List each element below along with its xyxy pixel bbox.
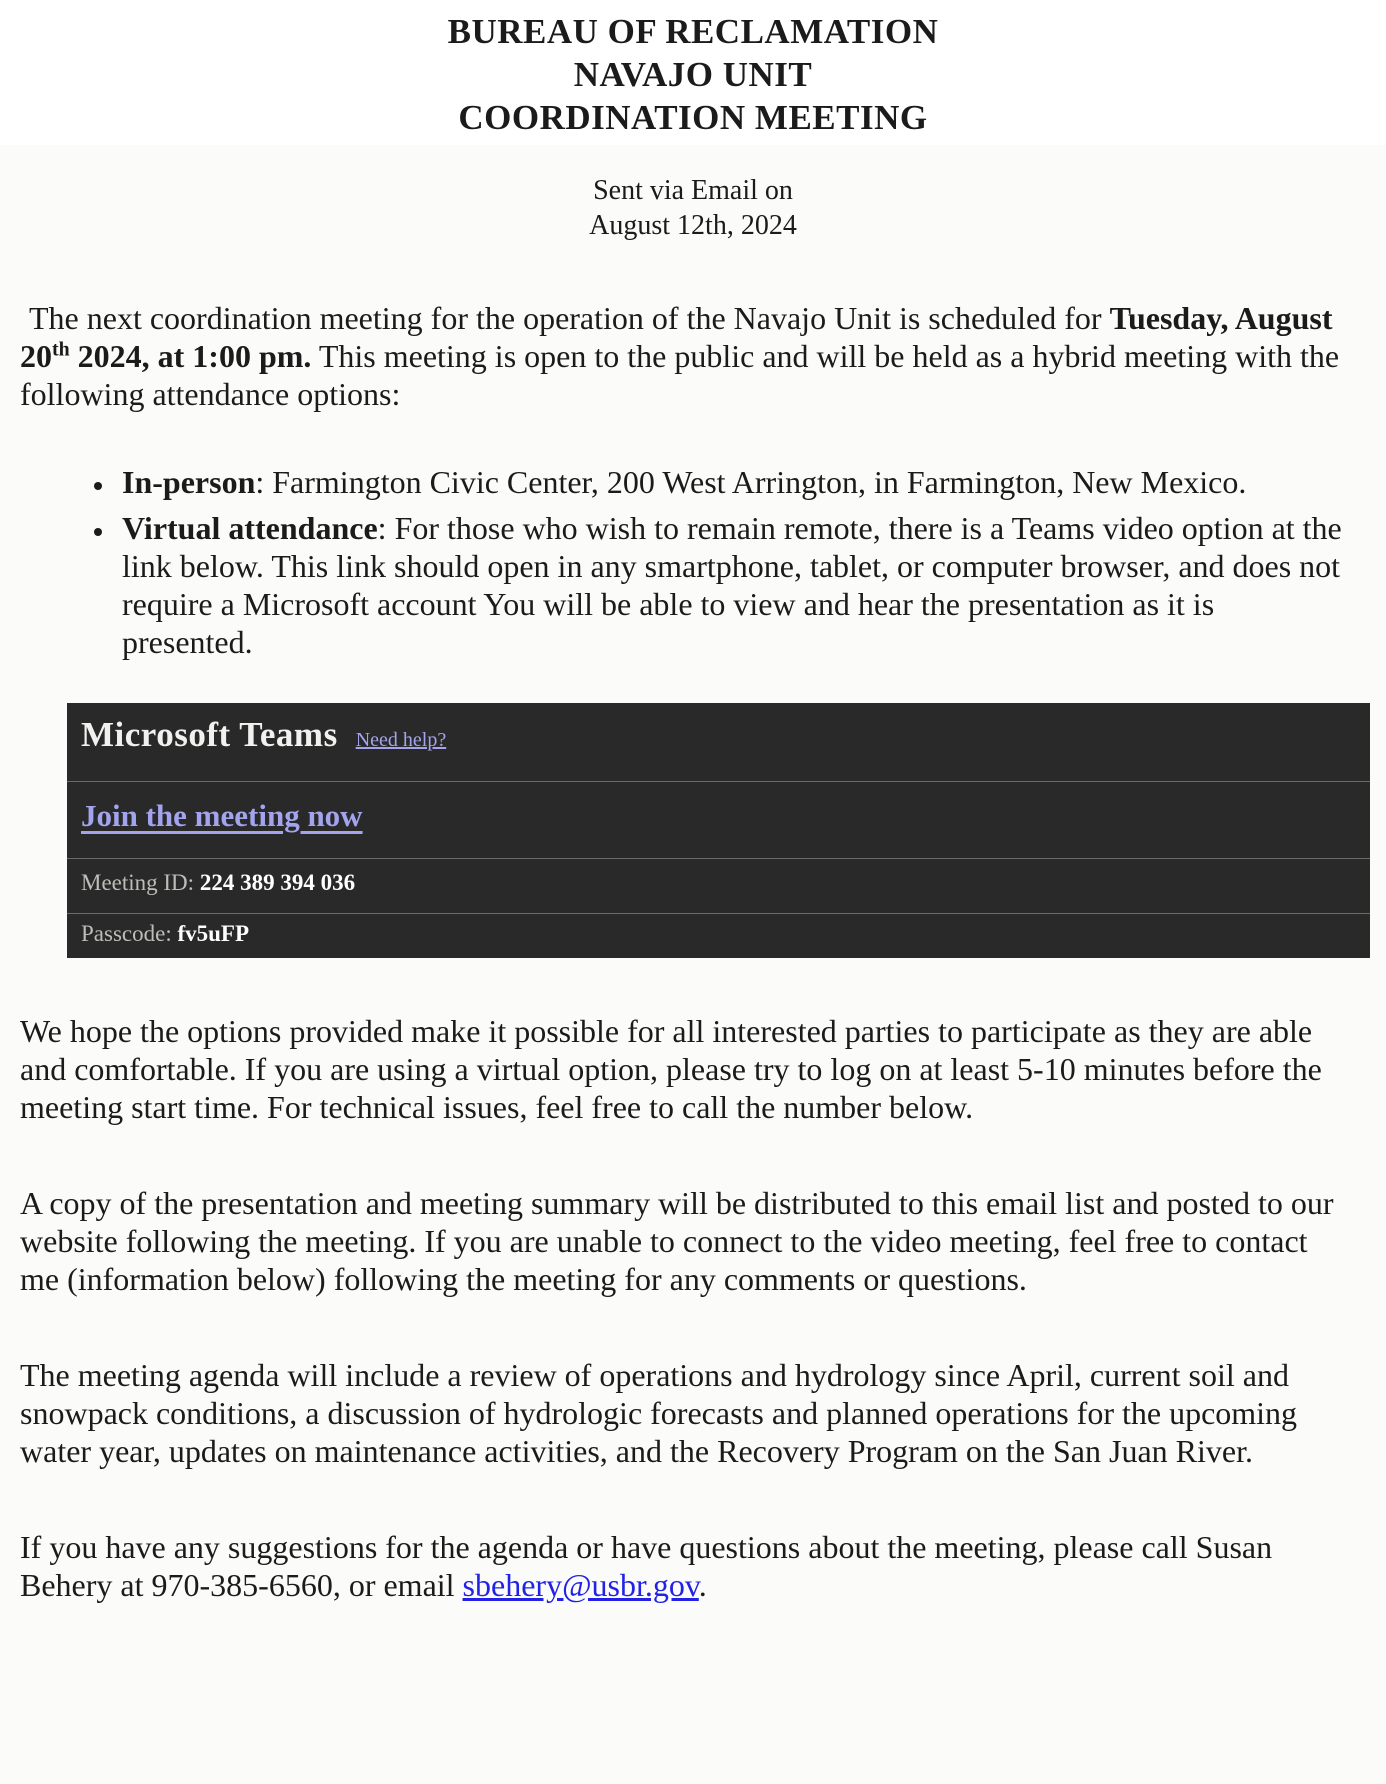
- document-header: [0, 0, 1386, 145]
- meeting-id-value: 224 389 394 036: [199, 870, 356, 895]
- document-body: [0, 299, 1386, 1604]
- sent-date-line: August 12th, 2024: [589, 210, 797, 241]
- teams-title: Microsoft Teams: [81, 715, 338, 754]
- need-help-link[interactable]: Need help?: [355, 729, 447, 751]
- paragraph-contact: [20, 1528, 1350, 1604]
- paragraph-agenda: The meeting agenda will include a review of operations and hydrology since April, current soil and snowpack conditions, a discussion of hydrologic forecasts and planned operations for the upcoming water year, updates on maintenance activities, and the Recovery Program on the San Juan River.: [20, 1357, 1298, 1469]
- document-title-line: COORDINATION MEETING: [458, 98, 928, 137]
- list-item-virtual: [116, 509, 1350, 661]
- passcode-label: Passcode:: [81, 921, 172, 946]
- sent-via-block: [0, 173, 1386, 243]
- ordinal-suffix: th: [52, 338, 70, 361]
- option-text: : For those who wish to remain remote, there is a Teams video option at the link below. This link should open in any smartphone, tablet, or computer browser, and does not require a Microsoft account You will be able to view and hear the presentation as it is presented.: [122, 510, 1342, 660]
- intro-paragraph: [20, 299, 1350, 413]
- document-title-line: NAVAJO UNIT: [573, 55, 813, 94]
- teams-join-row: [67, 781, 1370, 858]
- passcode-row: [67, 913, 1370, 958]
- meeting-id-label: Meeting ID:: [81, 870, 195, 895]
- paragraph-participation: We hope the options provided make it possible for all interested parties to participate as they are able and comfortable. If you are using a virtual option, please try to log on at least 5-10 minutes before the meeting start time. For technical issues, feel free to call the number below.: [20, 1013, 1322, 1125]
- meeting-id-row: [67, 858, 1370, 913]
- teams-header-row: [67, 703, 1370, 781]
- teams-meeting-box: [67, 703, 1370, 958]
- option-text: : Farmington Civic Center, 200 West Arrington, in Farmington, New Mexico.: [255, 464, 1247, 500]
- option-label: In-person: [122, 464, 256, 500]
- intro-text-post: This meeting is open to the public and will be held as a hybrid meeting with the following attendance options:: [20, 338, 1340, 412]
- contact-text-post: .: [698, 1567, 707, 1603]
- join-meeting-link[interactable]: Join the meeting now: [81, 798, 363, 833]
- option-label: Virtual attendance: [122, 510, 378, 546]
- attendance-options-list: [20, 463, 1350, 661]
- passcode-value: fv5uFP: [177, 921, 250, 946]
- paragraph-distribution: A copy of the presentation and meeting summary will be distributed to this email list and posted to our website following the meeting. If you are unable to connect to the video meeting, feel free to contact me (information below) following the meeting for any comments or questions.: [20, 1185, 1334, 1297]
- document-title-line: BUREAU OF RECLAMATION: [447, 12, 939, 51]
- contact-text-pre: If you have any suggestions for the agenda or have questions about the meeting, please call Susan Behery at 970-385-6560, or email: [20, 1529, 1273, 1603]
- email-link[interactable]: sbehery@usbr.gov: [462, 1567, 699, 1603]
- sent-via-line: Sent via Email on: [593, 175, 793, 206]
- list-item-in-person: [116, 463, 1350, 501]
- intro-text-pre: The next coordination meeting for the operation of the Navajo Unit is scheduled for: [29, 300, 1110, 336]
- meeting-datetime: Tuesday, August 20th 2024, at 1:00 pm.: [20, 300, 1333, 374]
